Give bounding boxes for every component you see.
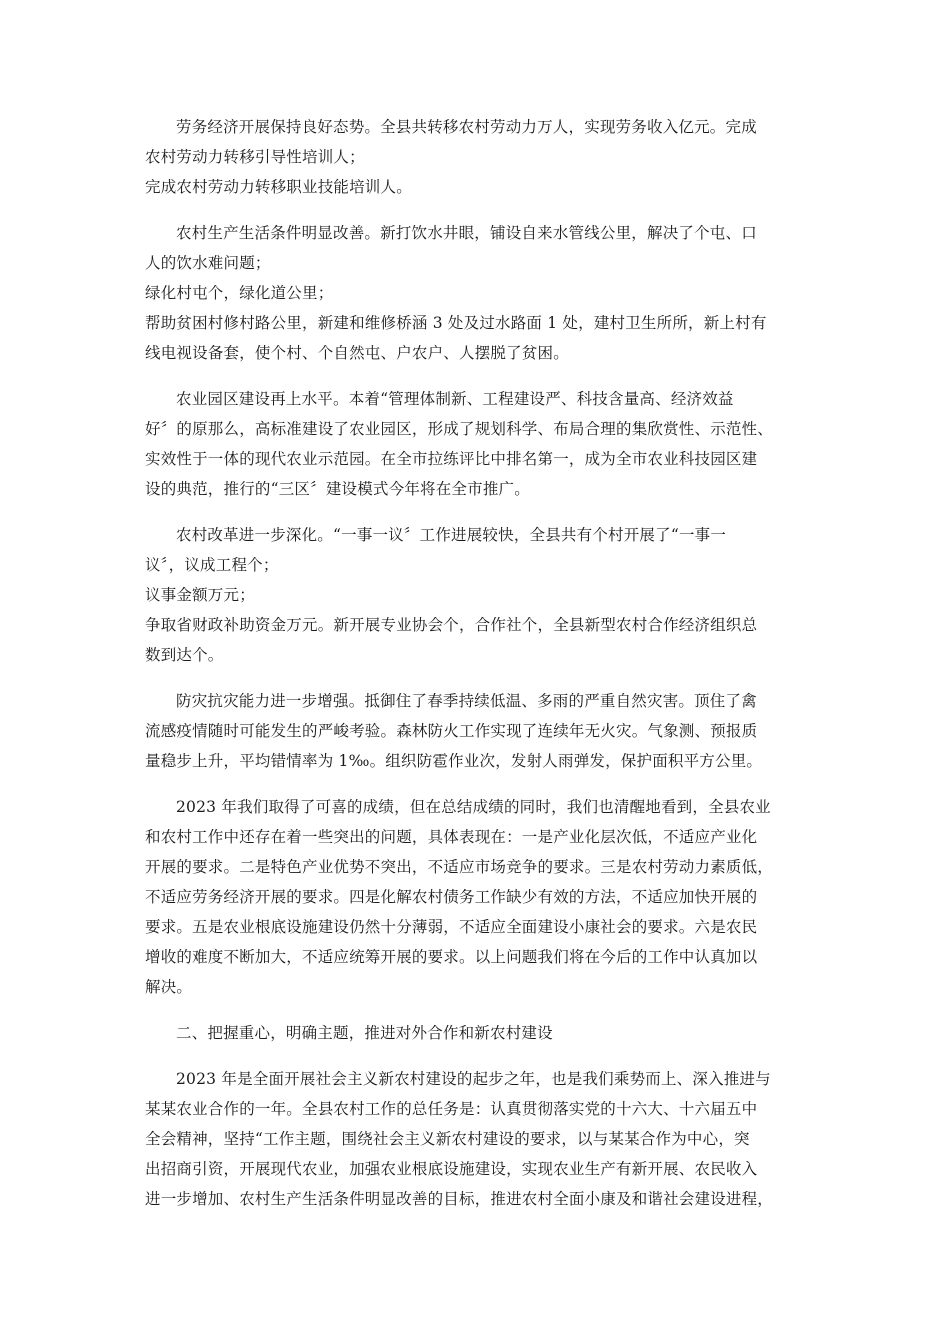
text-line: 开展的要求。二是特色产业优势不突出，不适应市场竞争的要求。三是农村劳动力素质低， bbox=[145, 858, 774, 876]
paragraph-living-conditions bbox=[145, 218, 810, 368]
text-line: 绿化村屯个，绿化道公里； bbox=[145, 284, 334, 302]
paragraph-disaster-prevention bbox=[145, 686, 810, 776]
text-line: 设的典范，推行的“三区〞建设模式今年将在全市推广。 bbox=[145, 480, 530, 498]
text-line: 人的饮水难问题； bbox=[145, 254, 271, 272]
text-line: 全会精神，坚持“工作主题，围绕社会主义新农村建设的要求，以与某某合作为中心，突 bbox=[145, 1130, 750, 1148]
text-line: 防灾抗灾能力进一步增强。抵御住了春季持续低温、多雨的严重自然灾害。顶住了禽 bbox=[176, 692, 757, 710]
text-line: 流感疫情随时可能发生的严峻考验。森林防火工作实现了连续年无火灾。气象测、预报质 bbox=[145, 722, 758, 740]
text-line: 量稳步上升，平均错情率为 1‰。组织防雹作业次，发射人雨弹发，保护面积平方公里。 bbox=[145, 752, 763, 770]
text-line: 和农村工作中还存在着一些突出的问题，具体表现在：一是产业化层次低，不适应产业化 bbox=[145, 828, 758, 846]
text-line: 农村劳动力转移引导性培训人； bbox=[145, 148, 365, 166]
document-page bbox=[145, 112, 810, 1230]
text-line: 好〞的原那么，高标准建设了农业园区，形成了规划科学、布局合理的集欣赏性、示范性、 bbox=[145, 420, 774, 438]
text-line: 出招商引资，开展现代农业，加强农业根底设施建设，实现农业生产有新开展、农民收入 bbox=[145, 1160, 758, 1178]
text-line: 增收的难度不断加大，不适应统筹开展的要求。以上问题我们将在今后的工作中认真加以 bbox=[145, 948, 758, 966]
text-line: 争取省财政补助资金万元。新开展专业协会个，合作社个，全县新型农村合作经济组织总 bbox=[145, 616, 758, 634]
text-line: 劳务经济开展保持良好态势。全县共转移农村劳动力万人，实现劳务收入亿元。完成 bbox=[176, 118, 757, 136]
text-line: 数到达个。 bbox=[145, 646, 224, 664]
paragraph-labor-economy bbox=[145, 112, 810, 202]
text-line: 农业园区建设再上水平。本着“管理体制新、工程建设严、科技含量高、经济效益 bbox=[176, 390, 734, 408]
text-line: 帮助贫困村修村路公里，新建和维修桥涵 3 处及过水路面 1 处，建村卫生所所，新上村有 bbox=[145, 314, 767, 332]
text-line: 要求。五是农业根底设施建设仍然十分薄弱，不适应全面建设小康社会的要求。六是农民 bbox=[145, 918, 758, 936]
text-line: 线电视设备套，使个村、个自然屯、户农户、人摆脱了贫困。 bbox=[145, 344, 569, 362]
text-line: 2023 年是全面开展社会主义新农村建设的起步之年，也是我们乘势而上、深入推进与 bbox=[176, 1070, 771, 1088]
text-line: 2023 年我们取得了可喜的成绩，但在总结成绩的同时，我们也清醒地看到，全县农业 bbox=[176, 798, 771, 816]
text-line: 完成农村劳动力转移职业技能培训人。 bbox=[145, 178, 412, 196]
text-line: 实效性于一体的现代农业示范园。在全市拉练评比中排名第一，成为全市农业科技园区建 bbox=[145, 450, 758, 468]
section-heading bbox=[145, 1018, 810, 1048]
paragraph-agricultural-park bbox=[145, 384, 810, 504]
text-line: 不适应劳务经济开展的要求。四是化解农村债务工作缺少有效的方法，不适应加快开展的 bbox=[145, 888, 758, 906]
paragraph-rural-reform bbox=[145, 520, 810, 670]
text-line: 议〞，议成工程个； bbox=[145, 556, 279, 574]
text-line: 农村生产生活条件明显改善。新打饮水井眼，铺设自来水管线公里，解决了个屯、口 bbox=[176, 224, 757, 242]
text-line: 农村改革进一步深化。“一事一议〞工作进展较快，全县共有个村开展了“一事一 bbox=[176, 526, 727, 544]
text-line: 议事金额万元； bbox=[145, 586, 255, 604]
paragraph-overall-tasks bbox=[145, 1064, 810, 1214]
paragraph-problems bbox=[145, 792, 810, 1002]
text-line: 解决。 bbox=[145, 978, 193, 996]
section-heading-text: 二、把握重心，明确主题，推进对外合作和新农村建设 bbox=[176, 1024, 553, 1042]
text-line: 进一步增加、农村生产生活条件明显改善的目标，推进农村全面小康及和谐社会建设进程， bbox=[145, 1190, 774, 1208]
text-line: 某某农业合作的一年。全县农村工作的总任务是：认真贯彻落实党的十六大、十六届五中 bbox=[145, 1100, 758, 1118]
